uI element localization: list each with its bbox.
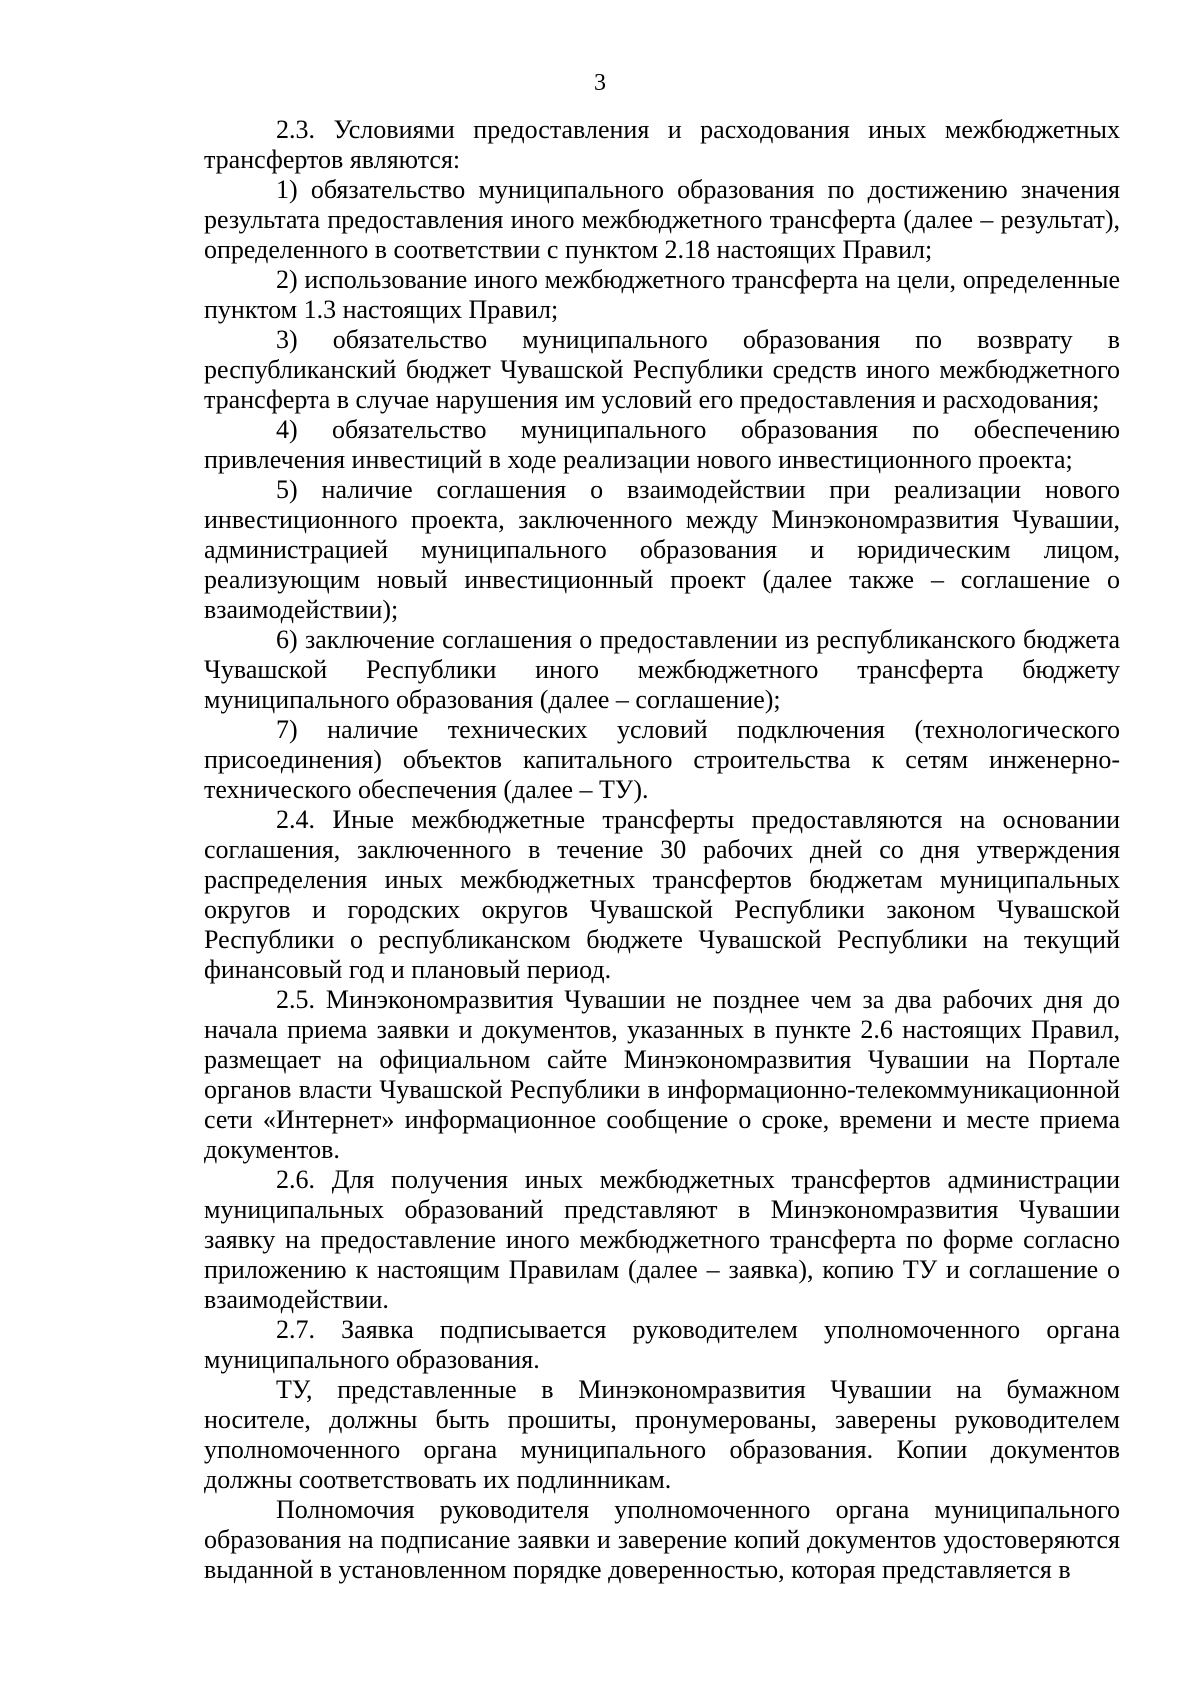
paragraph-2-5: 2.5. Минэкономразвития Чувашии не позднее чем за два рабочих дня до начала приема заявки и документов, указанных в пункте 2.6 настоящих Правил, размещает на официальном сайте Минэкономразвития Чувашии на Портале органов власти Чувашской Республики в информационно-телекоммуникационной сети «Интернет» информационное сообщение о сроке, времени и месте приема документов. (204, 985, 1120, 1164)
page-number: 3 (594, 70, 606, 96)
paragraph-2-4: 2.4. Иные межбюджетные трансферты предоставляются на основании соглашения, заключенного в течение 30 рабочих дней со дня утверждения распределения иных межбюджетных трансфертов бюджетам муниципальных округов и городских округов Чувашской Республики законом Чувашской Республики о республиканском бюджете Чувашской Республики на текущий финансовый год и плановый период. (204, 805, 1120, 984)
paragraph-2-3: 2.3. Условиями предоставления и расходования иных межбюджетных трансфертов являются: (204, 115, 1120, 174)
paragraph-tu-requirements: ТУ, представленные в Минэкономразвития Чувашии на бумажном носителе, должны быть прошиты, пронумерованы, заверены руководителем уполномоченного органа муниципального образования. Копии документов должны соответствовать их подлинникам. (204, 1375, 1120, 1494)
document-body (204, 115, 1120, 1585)
list-item-7: 7) наличие технических условий подключения (технологического присоединения) объектов капитального строительства к сетям инженерно-технического обеспечения (далее – ТУ). (204, 715, 1120, 804)
list-item-3: 3) обязательство муниципального образования по возврату в республиканский бюджет Чувашской Республики средств иного межбюджетного трансферта в случае нарушения им условий его предоставления и расходования; (204, 325, 1120, 414)
list-item-5: 5) наличие соглашения о взаимодействии при реализации нового инвестиционного проекта, заключенного между Минэкономразвития Чувашии, администрацией муниципального образования и юридическим лицом, реализующим новый инвестиционный проект (далее также – соглашение о взаимодействии); (204, 475, 1120, 624)
paragraph-2-7: 2.7. Заявка подписывается руководителем уполномоченного органа муниципального образования. (204, 1315, 1120, 1374)
list-item-2: 2) использование иного межбюджетного трансферта на цели, определенные пунктом 1.3 настоящих Правил; (204, 265, 1120, 324)
list-item-4: 4) обязательство муниципального образования по обеспечению привлечения инвестиций в ходе реализации нового инвестиционного проекта; (204, 415, 1120, 474)
paragraph-2-6: 2.6. Для получения иных межбюджетных трансфертов администрации муниципальных образований представляют в Минэкономразвития Чувашии заявку на предоставление иного межбюджетного трансферта по форме согласно приложению к настоящим Правилам (далее – заявка), копию ТУ и соглашение о взаимодействии. (204, 1165, 1120, 1314)
list-item-1: 1) обязательство муниципального образования по достижению значения результата предоставления иного межбюджетного трансферта (далее – результат), определенного в соответствии с пунктом 2.18 настоящих Правил; (204, 175, 1120, 264)
paragraph-authority: Полномочия руководителя уполномоченного органа муниципального образования на подписание заявки и заверение копий документов удостоверяются выданной в установленном порядке доверенностью, которая представляется в (204, 1495, 1120, 1584)
list-item-6: 6) заключение соглашения о предоставлении из республиканского бюджета Чувашской Республики иного межбюджетного трансферта бюджету муниципального образования (далее – соглашение); (204, 625, 1120, 714)
